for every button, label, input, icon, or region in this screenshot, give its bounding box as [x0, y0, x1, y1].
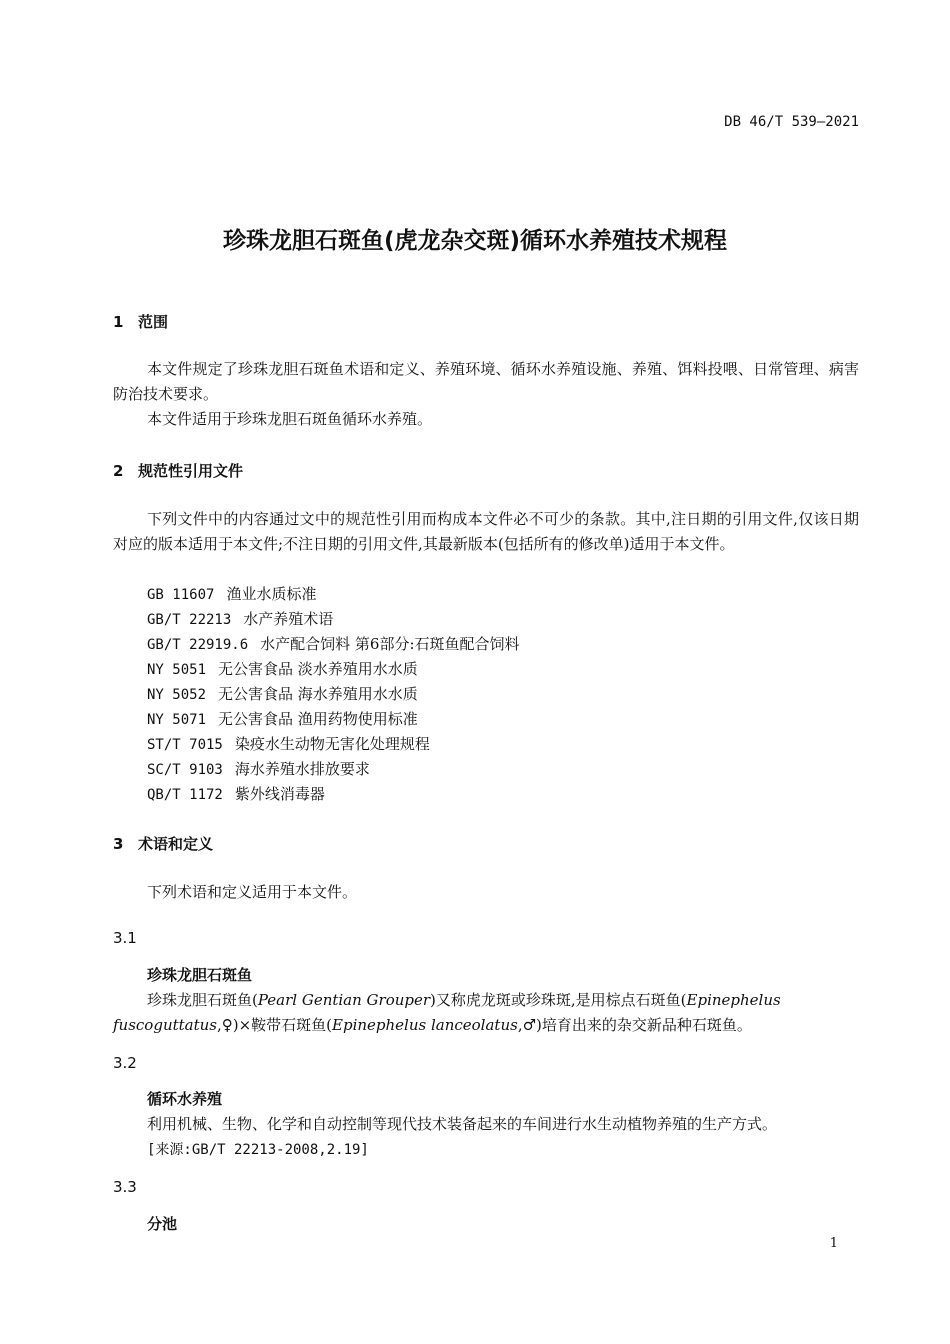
- reference-code: GB/T 22213: [147, 612, 232, 628]
- term-definition: 利用机械、生物、化学和自动控制等现代技术装备起来的车间进行水生动植物养殖的生产方式。: [147, 1115, 778, 1133]
- page-title: 珍珠龙胆石斑鱼(虎龙杂交斑)循环水养殖技术规程: [222, 228, 728, 254]
- reference-name: 无公害食品 渔用药物使用标准: [218, 710, 418, 728]
- subsection-number: 3.2: [113, 1054, 137, 1072]
- reference-item: [147, 708, 418, 729]
- reference-name: 渔业水质标准: [226, 585, 317, 603]
- reference-name: 水产配合饲料 第6部分:石斑鱼配合饲料: [260, 635, 520, 653]
- term-title: 循环水养殖: [147, 1090, 223, 1108]
- reference-code: SC/T 9103: [147, 762, 223, 778]
- section-1-heading: [113, 311, 168, 332]
- reference-item: [147, 783, 325, 804]
- reference-name: 无公害食品 海水养殖用水水质: [218, 685, 418, 703]
- reference-name: 海水养殖水排放要求: [234, 760, 370, 778]
- reference-name: 水产养殖术语: [243, 610, 334, 628]
- reference-item: [147, 608, 333, 629]
- section-3-paragraph-1: 下列术语和定义适用于本文件。: [147, 883, 358, 901]
- term-title: 珍珠龙胆石斑鱼: [147, 966, 253, 984]
- term-definition-line-2: fuscoguttatus,♀)×鞍带石斑鱼(Epinephelus lanceolatus,♂)培育出来的杂交新品种石斑鱼。: [113, 1016, 752, 1034]
- document-code: DB 46/T 539—2021: [724, 114, 859, 130]
- section-number: 1: [113, 313, 124, 331]
- reference-name: 紫外线消毒器: [234, 785, 325, 803]
- reference-item: [147, 633, 520, 654]
- reference-code: NY 5071: [147, 712, 207, 728]
- page-number: 1: [829, 1236, 838, 1251]
- reference-code: GB/T 22919.6: [147, 637, 249, 653]
- reference-code: ST/T 7015: [147, 737, 223, 753]
- section-title: 术语和定义: [138, 835, 214, 853]
- section-3-heading: [113, 833, 213, 854]
- reference-item: [147, 758, 370, 779]
- section-1-paragraph-1: 本文件规定了珍珠龙胆石斑鱼术语和定义、养殖环境、循环水养殖设施、养殖、饵料投喂、日常管理、病害防治技术要求。: [113, 360, 859, 403]
- reference-code: NY 5052: [147, 687, 207, 703]
- section-title: 规范性引用文件: [138, 462, 244, 480]
- section-1-paragraph-2: 本文件适用于珍珠龙胆石斑鱼循环水养殖。: [147, 410, 433, 428]
- section-2-heading: [113, 460, 243, 481]
- subsection-number: 3.1: [113, 929, 137, 947]
- term-source: [来源:GB/T 22213-2008,2.19]: [147, 1142, 369, 1158]
- reference-item: [147, 733, 430, 754]
- subsection-number: 3.3: [113, 1178, 137, 1196]
- reference-code: GB 11607: [147, 587, 215, 603]
- reference-item: [147, 583, 316, 604]
- section-2-paragraph-1: 下列文件中的内容通过文中的规范性引用而构成本文件必不可少的条款。其中,注日期的引用文件,仅该日期对应的版本适用于本文件;不注日期的引用文件,其最新版本(包括所有的修改单)适用于本文件。: [113, 510, 859, 553]
- section-title: 范围: [138, 313, 169, 331]
- reference-item: [147, 658, 418, 679]
- section-number: 3: [113, 835, 124, 853]
- reference-code: QB/T 1172: [147, 787, 223, 803]
- section-number: 2: [113, 462, 124, 480]
- reference-name: 无公害食品 淡水养殖用水水质: [218, 660, 418, 678]
- reference-name: 染疫水生动物无害化处理规程: [234, 735, 430, 753]
- term-definition-line-1: 珍珠龙胆石斑鱼(Pearl Gentian Grouper)又称虎龙斑或珍珠斑,是用棕点石斑鱼(Epinephelus: [147, 991, 781, 1009]
- reference-code: NY 5051: [147, 662, 207, 678]
- term-title: 分池: [147, 1215, 178, 1233]
- reference-item: [147, 683, 418, 704]
